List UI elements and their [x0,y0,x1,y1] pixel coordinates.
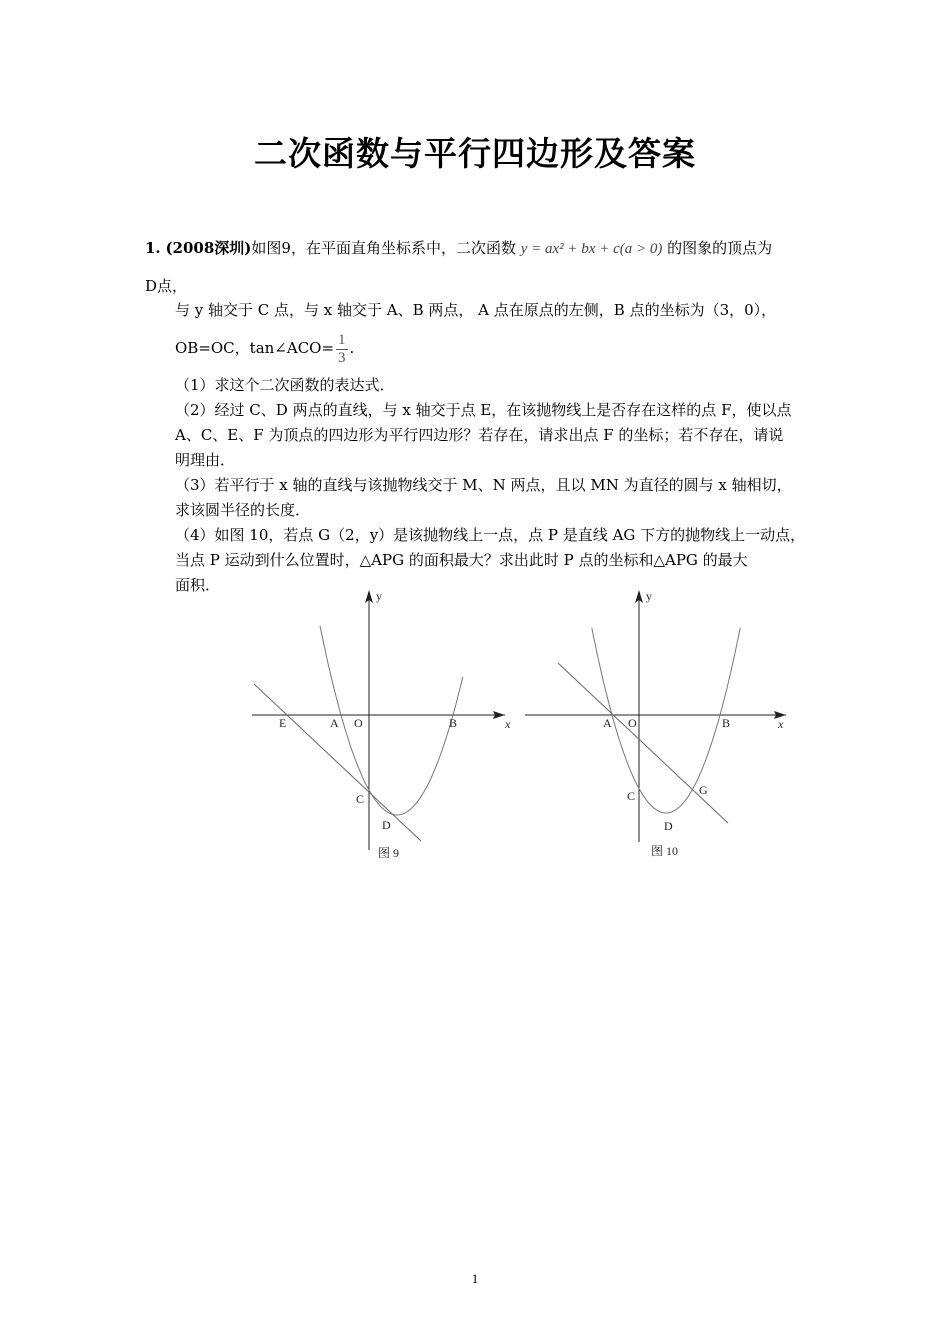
fig9-label-a: A [330,716,339,730]
fig9-label-y: y [376,589,382,603]
problem-number: 1. [145,239,161,257]
problem-line-4 [175,330,354,367]
fraction-one-third [336,332,348,367]
fig10-label-d: D [664,819,673,833]
quadratic-formula: y = ax² + bx + c(a > 0) [520,241,663,257]
problem-intro [145,237,772,260]
question-3-line-2: 求该圆半径的长度． [175,501,311,519]
fig9-label-c: C [356,792,365,806]
fig9-label-d: D [382,818,391,832]
question-4-line-1: （4）如图 10，若点 G（2，y）是该抛物线上一点，点 P 是直线 AG 下方的抛物线上一动点， [175,526,806,544]
problem-source: (2008深圳) [165,239,252,257]
intro-tail: 的图象的顶点为 [667,239,773,257]
document-title: 二次函数与平行四边形及答案 [254,134,696,173]
intro-text: 如图9，在平面直角坐标系中，二次函数 [251,239,516,257]
problem-line-2: D点， [145,277,188,295]
fig10-parabola [592,628,741,813]
figure-10 [520,585,790,870]
fig10-line-ag [558,663,731,823]
fig10-label-o: O [628,716,637,730]
fraction-numerator: 1 [338,331,346,348]
fig9-parabola [320,626,463,815]
tan-condition: OB=OC，tan∠ACO= [175,339,335,357]
fig10-label-a: A [603,716,612,730]
fig10-label-x: x [778,717,784,731]
fig10-label-b: B [722,716,731,730]
fig9-label-x: x [505,717,511,731]
page-number: 1 [471,1271,479,1286]
fig10-label-g: G [699,783,708,797]
question-2-line-1: （2）经过 C、D 两点的直线，与 x 轴交于点 E，在该抛物线上是否存在这样的点 F，使以点 [175,401,792,419]
figure-9 [245,585,525,870]
question-4-line-3: 面积． [175,576,221,594]
question-2-line-2: A、C、E、F 为顶点的四边形为平行四边形？若存在，请求出点 F 的坐标；若不存在，请说 [175,426,784,444]
question-2-line-3: 明理由． [175,451,236,469]
fig9-label-b: B [449,716,458,730]
question-4-line-2: 当点 P 运动到什么位置时，△APG 的面积最大？求出此时 P 点的坐标和△APG 的最大 [175,551,748,569]
fig9-caption: 图 9 [378,846,400,860]
fig9-line-cd [254,684,421,841]
fig9-label-e: E [279,716,287,730]
fraction-denominator: 3 [338,349,346,366]
fig10-label-c: C [627,789,636,803]
fig9-label-o: O [354,716,363,730]
question-3-line-1: （3）若平行于 x 轴的直线与该抛物线交于 M、N 两点，且以 MN 为直径的圆与 x 轴相切， [175,476,792,494]
fig10-label-y: y [646,589,652,603]
problem-line-3: 与 y 轴交于 C 点，与 x 轴交于 A、B 两点， A 点在原点的左侧，B 点的坐标为（3，0）， [175,301,777,319]
line-4-end: . [349,339,355,357]
fig10-caption: 图 10 [651,844,679,858]
question-1: （1）求这个二次函数的表达式． [175,376,395,394]
